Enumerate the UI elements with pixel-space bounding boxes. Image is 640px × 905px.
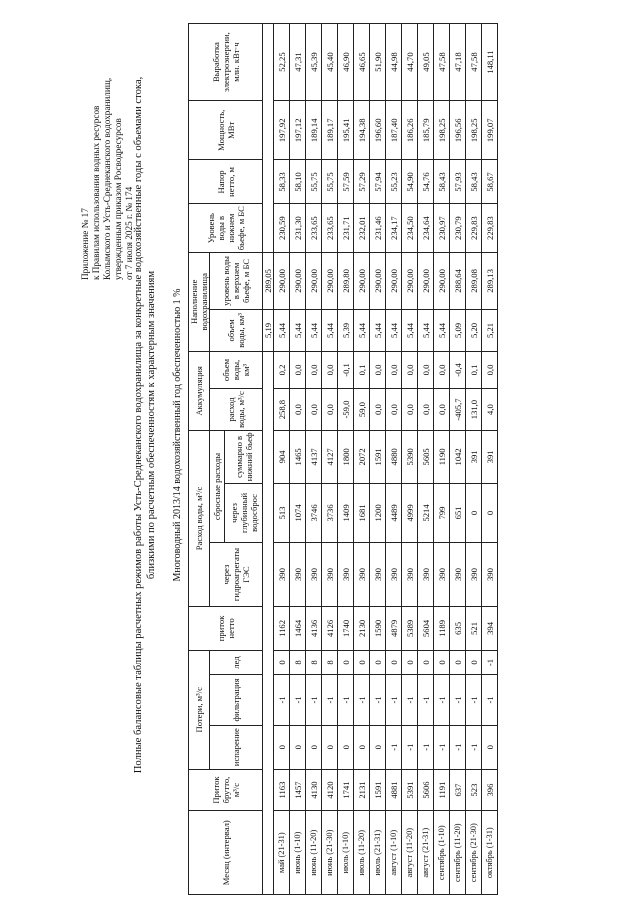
- cell-through-deep: 1681: [354, 483, 370, 542]
- cell-ice: 0: [450, 650, 466, 674]
- cell-fill-volume: 5,44: [322, 310, 338, 352]
- cell-total-lower: 4880: [386, 430, 402, 483]
- table-row: [434, 24, 450, 895]
- cell-fill-volume: 5,44: [306, 310, 322, 352]
- cell-month: июнь (21-30): [322, 811, 338, 895]
- header-discharge-flows: сбросные расходы: [210, 430, 225, 542]
- header-month: Месяц (интервал): [189, 811, 263, 895]
- cell-total-lower: 391: [482, 430, 498, 483]
- table-row: [370, 24, 386, 895]
- header-ice: лед: [210, 650, 263, 674]
- table-row: [274, 24, 290, 895]
- header-losses: Потери, м³/с: [189, 650, 210, 769]
- cell-power: 196,56: [450, 101, 466, 160]
- header-inflow-gross: Приток брутто, м³/с: [189, 769, 263, 811]
- cell-power: 197,12: [290, 101, 306, 160]
- cell-head: 54,90: [402, 160, 418, 204]
- cell-month: октябрь (1-31): [482, 811, 498, 895]
- cell-power: 185,79: [418, 101, 434, 160]
- cell-through-deep: 4489: [386, 483, 402, 542]
- cell-inflow-net: 4879: [386, 606, 402, 650]
- cell-head: 57,29: [354, 160, 370, 204]
- cell-acc-volume: 0,0: [386, 351, 402, 388]
- cell-power: 189,17: [322, 101, 338, 160]
- cell-inflow-net: 1464: [290, 606, 306, 650]
- cell-acc-flow: 131,0: [466, 389, 482, 431]
- header-water-flow: Расход воды, м³/с: [189, 430, 210, 606]
- cell-acc-flow: -59,0: [338, 389, 354, 431]
- header-acc-flow: расход воды, м³/с: [210, 389, 263, 431]
- header-filtration: фильтрация: [210, 675, 263, 726]
- cell-tail-level: 230,79: [450, 204, 466, 252]
- header-head: Напор нетто, м: [189, 160, 263, 204]
- cell-fill-level: 290,00: [290, 252, 306, 309]
- cell-acc-flow: 0,0: [386, 389, 402, 431]
- cell-inflow-net: 1740: [338, 606, 354, 650]
- cell-head: 58,67: [482, 160, 498, 204]
- header-accumulation: Аккумуляция: [189, 351, 210, 430]
- cell-inflow-gross: 396: [482, 769, 498, 811]
- cell-power: 198,25: [466, 101, 482, 160]
- cell-inflow-gross: 523: [466, 769, 482, 811]
- cell-month: сентябрь (1-10): [434, 811, 450, 895]
- cell-acc-volume: 0,0: [434, 351, 450, 388]
- header-through-hpp: через гидроагрегаты ГЭС: [210, 543, 263, 607]
- cell-fill-level: 289,13: [482, 252, 498, 309]
- cell-inflow-net: 394: [482, 606, 498, 650]
- cell-through-deep: 1074: [290, 483, 306, 542]
- cell-evaporation: 0: [306, 725, 322, 769]
- cell-month: август (21-31): [418, 811, 434, 895]
- cell-inflow-net: 635: [450, 606, 466, 650]
- table-row: [418, 24, 434, 895]
- table-row: [338, 24, 354, 895]
- cell-tail-level: 230,59: [274, 204, 290, 252]
- cell-month: май (21-31): [274, 811, 290, 895]
- header-fill-volume: объем воды, км³: [210, 310, 263, 352]
- cell-total-lower: 904: [274, 430, 290, 483]
- cell-acc-volume: 0,0: [322, 351, 338, 388]
- cell-through-deep: 5214: [418, 483, 434, 542]
- cell-filtration: -1: [418, 675, 434, 726]
- cell-acc-flow: 0,0: [370, 389, 386, 431]
- cell-acc-volume: -0,1: [338, 351, 354, 388]
- cell-energy: 45,40: [322, 24, 338, 101]
- table-row: [466, 24, 482, 895]
- cell-acc-flow: 0,0: [434, 389, 450, 431]
- appendix-note: [80, 20, 135, 280]
- cell-energy: 46,65: [354, 24, 370, 101]
- cell-energy: 51,90: [370, 24, 386, 101]
- cell-power: 196,60: [370, 101, 386, 160]
- cell-filtration: -1: [482, 675, 498, 726]
- cell-fill-volume: 5,44: [402, 310, 418, 352]
- cell-filtration: -1: [306, 675, 322, 726]
- appendix-line: Приложение № 17: [80, 208, 90, 280]
- cell-fill-level: 290,00: [354, 252, 370, 309]
- cell-month: август (11-20): [402, 811, 418, 895]
- cell-total-lower: 391: [466, 430, 482, 483]
- cell-through-deep: 3736: [322, 483, 338, 542]
- cell-energy: 52,25: [274, 24, 290, 101]
- table-row: [386, 24, 402, 895]
- cell-through-deep: 651: [450, 483, 466, 542]
- cell-inflow-gross: 5391: [402, 769, 418, 811]
- cell-evaporation: 0: [322, 725, 338, 769]
- cell-evaporation: 0: [482, 725, 498, 769]
- cell-total-lower: 1800: [338, 430, 354, 483]
- table-row: [402, 24, 418, 895]
- header-inflow-net: приток нетто: [189, 606, 263, 650]
- cell-power: 199,07: [482, 101, 498, 160]
- cell-energy: 47,58: [466, 24, 482, 101]
- cell-head: 57,59: [338, 160, 354, 204]
- cell-inflow-gross: 4881: [386, 769, 402, 811]
- cell-fill-volume: 5,44: [434, 310, 450, 352]
- cell-total-lower: 4127: [322, 430, 338, 483]
- table-body: [274, 24, 498, 895]
- cell-inflow-net: 5389: [402, 606, 418, 650]
- cell-ice: 0: [402, 650, 418, 674]
- cell-fill-volume: 5,44: [418, 310, 434, 352]
- cell-tail-level: 234,50: [402, 204, 418, 252]
- cell-head: 57,94: [370, 160, 386, 204]
- cell-fill-volume: 5,44: [290, 310, 306, 352]
- cell-filtration: -1: [338, 675, 354, 726]
- cell-filtration: -1: [434, 675, 450, 726]
- cell-through-hpp: 390: [338, 543, 354, 607]
- cell-month: сентябрь (11-20): [450, 811, 466, 895]
- cell-energy: 47,58: [434, 24, 450, 101]
- cell-tail-level: 233,65: [322, 204, 338, 252]
- cell-through-hpp: 390: [274, 543, 290, 607]
- cell-inflow-net: 2130: [354, 606, 370, 650]
- cell-acc-volume: 0,0: [370, 351, 386, 388]
- cell-evaporation: -1: [450, 725, 466, 769]
- cell-inflow-net: 5604: [418, 606, 434, 650]
- cell-fill-level: 289,80: [338, 252, 354, 309]
- cell-fill-volume: 5,21: [482, 310, 498, 352]
- cell-through-hpp: 390: [370, 543, 386, 607]
- cell-inflow-gross: 4130: [306, 769, 322, 811]
- cell-fill-volume: 5,44: [386, 310, 402, 352]
- cell-power: 187,40: [386, 101, 402, 160]
- cell-tail-level: 233,65: [306, 204, 322, 252]
- cell-head: 58,43: [434, 160, 450, 204]
- cell-tail-level: 234,17: [386, 204, 402, 252]
- cell-month: июнь (11-20): [306, 811, 322, 895]
- cell-acc-flow: -405,7: [450, 389, 466, 431]
- cell-ice: 0: [370, 650, 386, 674]
- cell-inflow-net: 1189: [434, 606, 450, 650]
- cell-inflow-net: 4126: [322, 606, 338, 650]
- cell-through-hpp: 390: [306, 543, 322, 607]
- cell-ice: 8: [322, 650, 338, 674]
- cell-inflow-gross: 4120: [322, 769, 338, 811]
- cell-month: июль (11-20): [354, 811, 370, 895]
- cell-inflow-gross: 1741: [338, 769, 354, 811]
- header-total-lower: суммарно в нижний бьеф: [225, 430, 263, 483]
- cell-inflow-net: 521: [466, 606, 482, 650]
- cell-filtration: -1: [466, 675, 482, 726]
- cell-ice: 8: [290, 650, 306, 674]
- header-fill-level: уровень воды в верхнем бьефе, м БС: [210, 252, 263, 309]
- cell-month: июль (21-31): [370, 811, 386, 895]
- header-tail-level: Уровень воды в нижнем бьефе, м БС: [189, 204, 263, 252]
- cell-ice: 0: [354, 650, 370, 674]
- cell-evaporation: -1: [434, 725, 450, 769]
- cell-filtration: -1: [274, 675, 290, 726]
- cell-fill-volume: 5,20: [466, 310, 482, 352]
- cell-acc-volume: 0,0: [402, 351, 418, 388]
- cell-head: 55,23: [386, 160, 402, 204]
- cell-through-deep: 0: [466, 483, 482, 542]
- cell-inflow-net: 1162: [274, 606, 290, 650]
- cell-total-lower: 1591: [370, 430, 386, 483]
- cell-fill-volume: 5,09: [450, 310, 466, 352]
- cell-acc-volume: 0,2: [274, 351, 290, 388]
- cell-fill-level: 289,08: [466, 252, 482, 309]
- cell-month: июнь (1-10): [290, 811, 306, 895]
- cell-acc-flow: 4,0: [482, 389, 498, 431]
- cell-tail-level: 229,83: [482, 204, 498, 252]
- cell-through-deep: 4999: [402, 483, 418, 542]
- cell-total-lower: 1042: [450, 430, 466, 483]
- appendix-line: к Правилам использования водных ресурсов: [91, 105, 101, 280]
- cell-through-hpp: 390: [482, 543, 498, 607]
- cell-inflow-gross: 1591: [370, 769, 386, 811]
- cell-filtration: -1: [450, 675, 466, 726]
- cell-acc-flow: 0,0: [402, 389, 418, 431]
- cell-filtration: -1: [386, 675, 402, 726]
- cell-acc-volume: 0,0: [418, 351, 434, 388]
- cell-through-hpp: 390: [434, 543, 450, 607]
- cell-acc-volume: 0,1: [354, 351, 370, 388]
- cell-power: 195,41: [338, 101, 354, 160]
- cell-through-deep: 513: [274, 483, 290, 542]
- cell-fill-level: 290,00: [370, 252, 386, 309]
- cell-energy: 49,05: [418, 24, 434, 101]
- cell-acc-flow: 0,0: [290, 389, 306, 431]
- header-filling: Наполнение водохранилища: [189, 252, 210, 351]
- cell-inflow-gross: 1457: [290, 769, 306, 811]
- cell-tail-level: 230,97: [434, 204, 450, 252]
- cell-acc-flow: 59,0: [354, 389, 370, 431]
- cell-through-hpp: 390: [466, 543, 482, 607]
- cell-inflow-net: 1590: [370, 606, 386, 650]
- cell-through-deep: 799: [434, 483, 450, 542]
- cell-energy: 46,90: [338, 24, 354, 101]
- cell-ice: 8: [306, 650, 322, 674]
- cell-through-hpp: 390: [386, 543, 402, 607]
- cell-ice: 0: [434, 650, 450, 674]
- cell-evaporation: 0: [354, 725, 370, 769]
- table-row: [450, 24, 466, 895]
- cell-evaporation: -1: [466, 725, 482, 769]
- cell-acc-flow: 0,0: [418, 389, 434, 431]
- cell-power: 194,38: [354, 101, 370, 160]
- cell-inflow-gross: 5606: [418, 769, 434, 811]
- cell-power: 197,92: [274, 101, 290, 160]
- cell-energy: 148,11: [482, 24, 498, 101]
- cell-filtration: -1: [290, 675, 306, 726]
- cell-energy: 45,39: [306, 24, 322, 101]
- cell-filtration: -1: [354, 675, 370, 726]
- initial-fill-volume: 5,19: [263, 310, 274, 352]
- cell-inflow-net: 4136: [306, 606, 322, 650]
- cell-acc-flow: 258,8: [274, 389, 290, 431]
- cell-power: 198,25: [434, 101, 450, 160]
- cell-fill-level: 290,00: [274, 252, 290, 309]
- document-title: [132, 35, 158, 815]
- table-row: [482, 24, 498, 895]
- table-subtitle: Многоводный 2013/14 водохозяйственный год обеспеченностью 1 %: [172, 288, 183, 582]
- cell-head: 57,93: [450, 160, 466, 204]
- appendix-line: от 7 июля 2025 г. № 174: [124, 186, 134, 280]
- cell-fill-volume: 5,44: [354, 310, 370, 352]
- cell-tail-level: 231,71: [338, 204, 354, 252]
- cell-total-lower: 5605: [418, 430, 434, 483]
- cell-ice: -1: [482, 650, 498, 674]
- appendix-line: утвержденным приказом Росводресурсов: [113, 118, 123, 280]
- cell-acc-volume: 0,1: [466, 351, 482, 388]
- header-power: Мощность, МВт: [189, 101, 263, 160]
- cell-ice: 0: [386, 650, 402, 674]
- cell-ice: 0: [274, 650, 290, 674]
- cell-filtration: -1: [322, 675, 338, 726]
- cell-fill-volume: 5,39: [338, 310, 354, 352]
- cell-total-lower: 4137: [306, 430, 322, 483]
- cell-through-deep: 1409: [338, 483, 354, 542]
- cell-power: 189,14: [306, 101, 322, 160]
- cell-fill-level: 288,64: [450, 252, 466, 309]
- header-energy: Выработка электроэнергии, млн. кВт·ч: [189, 24, 263, 101]
- cell-total-lower: 5390: [402, 430, 418, 483]
- cell-acc-flow: 0,0: [322, 389, 338, 431]
- cell-fill-level: 290,00: [434, 252, 450, 309]
- cell-month: сентябрь (21-30): [466, 811, 482, 895]
- cell-fill-level: 290,00: [418, 252, 434, 309]
- cell-tail-level: 234,64: [418, 204, 434, 252]
- cell-ice: 0: [418, 650, 434, 674]
- cell-head: 54,76: [418, 160, 434, 204]
- header-acc-volume: объем воды, км³: [210, 351, 263, 388]
- cell-tail-level: 232,01: [354, 204, 370, 252]
- cell-evaporation: -1: [418, 725, 434, 769]
- cell-evaporation: 0: [274, 725, 290, 769]
- cell-filtration: -1: [402, 675, 418, 726]
- cell-evaporation: 0: [290, 725, 306, 769]
- cell-through-hpp: 390: [418, 543, 434, 607]
- cell-through-deep: 1200: [370, 483, 386, 542]
- cell-evaporation: -1: [402, 725, 418, 769]
- table-row: [290, 24, 306, 895]
- cell-month: июль (1-10): [338, 811, 354, 895]
- title-line: Полные балансовые таблицы расчетных режимов работы Усть-Среднеканского водохранилища за конкретные водохозяйственные годы с объемами стока,: [133, 76, 144, 774]
- cell-inflow-gross: 2131: [354, 769, 370, 811]
- cell-head: 55,75: [322, 160, 338, 204]
- cell-inflow-gross: 1191: [434, 769, 450, 811]
- appendix-line: Колымского и Усть-Среднеканского водохранилищ,: [102, 77, 112, 280]
- cell-head: 58,43: [466, 160, 482, 204]
- cell-fill-level: 290,00: [322, 252, 338, 309]
- cell-through-hpp: 390: [450, 543, 466, 607]
- cell-through-hpp: 390: [354, 543, 370, 607]
- table-row: [322, 24, 338, 895]
- cell-total-lower: 1190: [434, 430, 450, 483]
- header-through-deep: через глубинный водосброс: [225, 483, 263, 542]
- cell-energy: 44,98: [386, 24, 402, 101]
- cell-month: август (1-10): [386, 811, 402, 895]
- header-evaporation: испарение: [210, 725, 263, 769]
- title-line: близкими по расчетным обеспеченностям к характерным значениям: [146, 270, 157, 580]
- cell-inflow-gross: 637: [450, 769, 466, 811]
- cell-evaporation: -1: [386, 725, 402, 769]
- balance-table: [188, 23, 498, 895]
- cell-acc-volume: -0,4: [450, 351, 466, 388]
- table-row: [354, 24, 370, 895]
- cell-total-lower: 2072: [354, 430, 370, 483]
- cell-head: 55,75: [306, 160, 322, 204]
- cell-fill-volume: 5,44: [274, 310, 290, 352]
- cell-acc-volume: 0,0: [290, 351, 306, 388]
- cell-head: 58,33: [274, 160, 290, 204]
- cell-head: 58,10: [290, 160, 306, 204]
- cell-power: 186,26: [402, 101, 418, 160]
- cell-acc-volume: 0,0: [306, 351, 322, 388]
- cell-total-lower: 1465: [290, 430, 306, 483]
- cell-through-hpp: 390: [290, 543, 306, 607]
- cell-evaporation: 0: [370, 725, 386, 769]
- cell-inflow-gross: 1163: [274, 769, 290, 811]
- cell-through-deep: 3746: [306, 483, 322, 542]
- initial-fill-level: 289,05: [263, 252, 274, 309]
- cell-ice: 0: [466, 650, 482, 674]
- cell-evaporation: 0: [338, 725, 354, 769]
- cell-through-deep: 0: [482, 483, 498, 542]
- cell-fill-level: 290,00: [306, 252, 322, 309]
- cell-tail-level: 231,46: [370, 204, 386, 252]
- table-row: [306, 24, 322, 895]
- cell-through-hpp: 390: [402, 543, 418, 607]
- cell-energy: 47,18: [450, 24, 466, 101]
- cell-fill-volume: 5,44: [370, 310, 386, 352]
- cell-fill-level: 290,00: [386, 252, 402, 309]
- cell-energy: 47,31: [290, 24, 306, 101]
- cell-tail-level: 231,30: [290, 204, 306, 252]
- cell-ice: 0: [338, 650, 354, 674]
- cell-through-hpp: 390: [322, 543, 338, 607]
- cell-energy: 44,70: [402, 24, 418, 101]
- cell-tail-level: 229,83: [466, 204, 482, 252]
- cell-fill-level: 290,00: [402, 252, 418, 309]
- cell-acc-volume: 0,0: [482, 351, 498, 388]
- cell-acc-flow: 0,0: [306, 389, 322, 431]
- cell-filtration: -1: [370, 675, 386, 726]
